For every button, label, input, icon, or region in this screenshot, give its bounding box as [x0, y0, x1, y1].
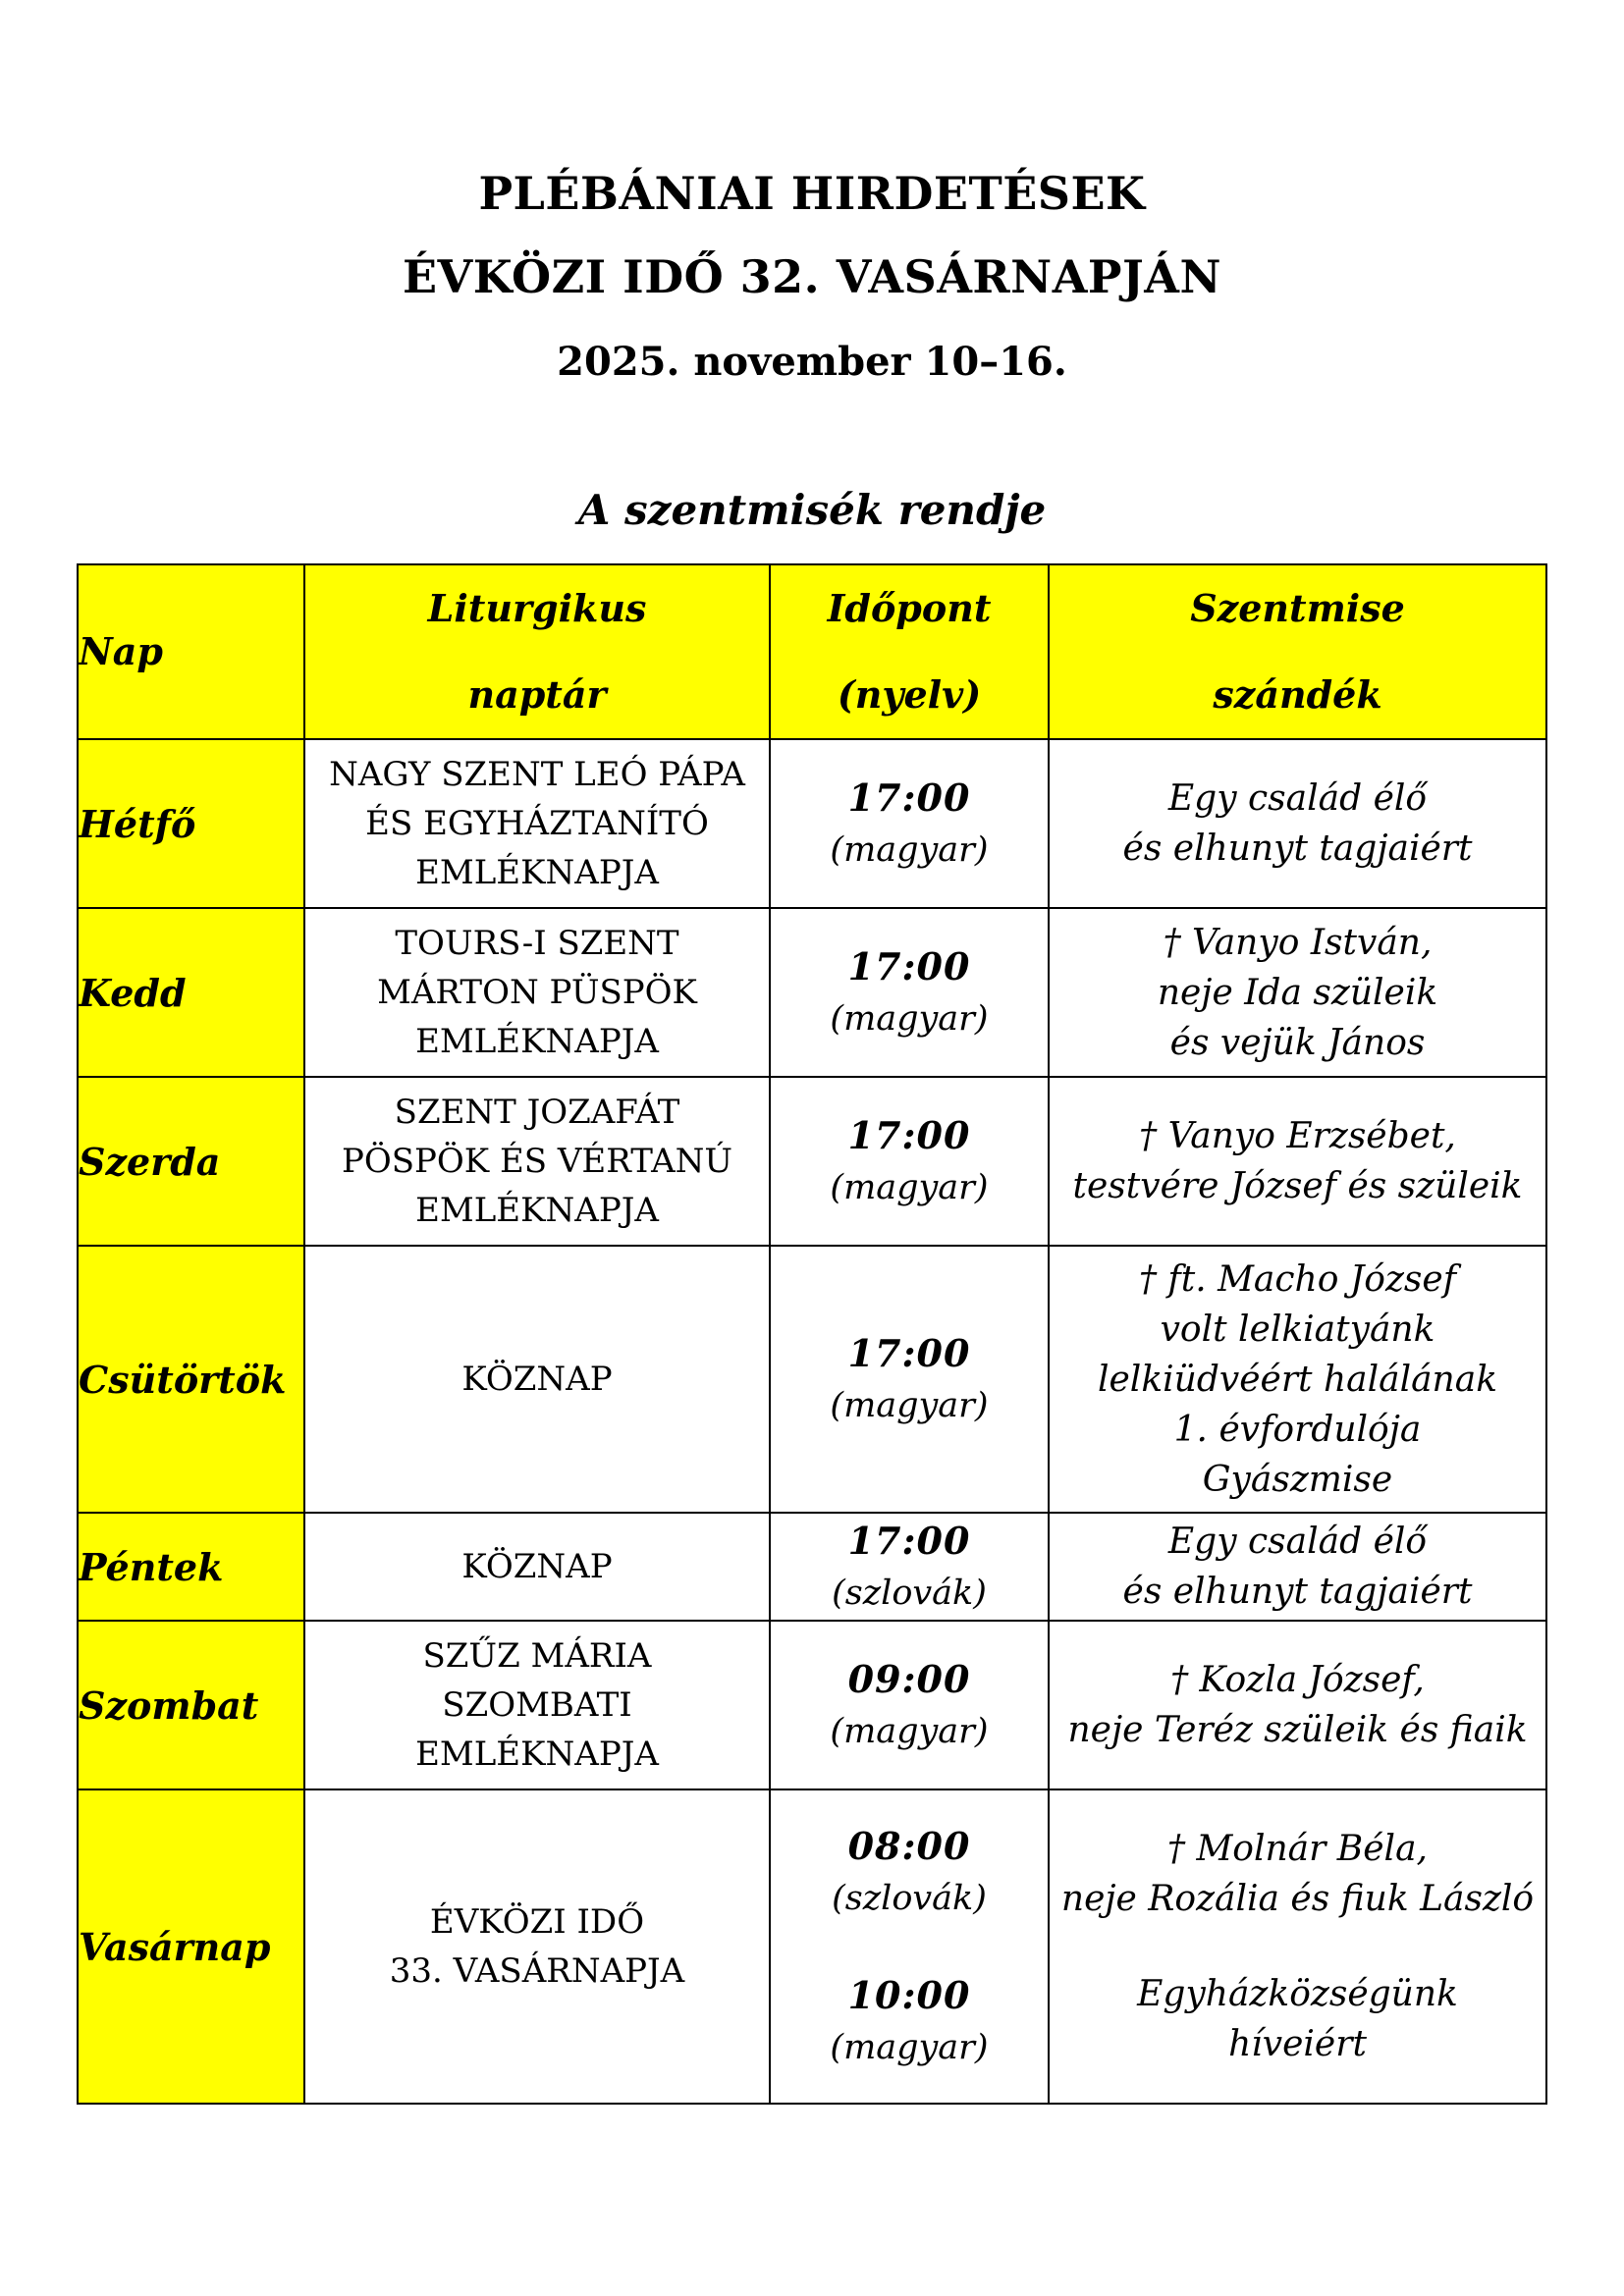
liturgical-line: EMLÉKNAPJA	[415, 1191, 659, 1230]
liturgical-day	[304, 1077, 770, 1246]
day-name: Szombat	[78, 1621, 304, 1789]
intention-line: Egy család élő	[1167, 1522, 1428, 1562]
liturgical-line: NAGY SZENT LEÓ PÁPA	[329, 755, 745, 794]
table-header-row	[78, 564, 1546, 739]
time-value: 17:00	[847, 1331, 971, 1375]
liturgical-line: SZOMBATI	[442, 1685, 632, 1725]
day-name: Vasárnap	[78, 1789, 304, 2104]
time-language: (magyar)	[830, 830, 989, 870]
table-row	[78, 1246, 1546, 1513]
intention-line: † ft. Macho József	[1138, 1258, 1457, 1300]
liturgical-line: ÉVKÖZI IDŐ	[429, 1902, 645, 1942]
liturgical-line: TOURS-I SZENT	[395, 924, 679, 963]
intention-line: és elhunyt tagjaiért	[1122, 1572, 1473, 1612]
time-language: (szlovák)	[832, 1879, 987, 1918]
time-language: (magyar)	[830, 1712, 989, 1751]
liturgical-day	[304, 739, 770, 908]
liturgical-day	[304, 908, 770, 1077]
liturgical-line: ÉS EGYHÁZTANÍTÓ	[365, 804, 709, 843]
table-row	[78, 1789, 1546, 2104]
time-language: (magyar)	[830, 1386, 989, 1425]
time-language: (magyar)	[830, 999, 989, 1039]
table-row	[78, 908, 1546, 1077]
header-nap: Nap	[78, 564, 304, 739]
title-line-2: ÉVKÖZI IDŐ 32. VASÁRNAPJÁN	[403, 250, 1221, 303]
time-language: (magyar)	[830, 1168, 989, 1207]
table-row	[78, 1077, 1546, 1246]
header-idopont-line: (nyelv)	[837, 672, 982, 717]
mass-time	[770, 1513, 1049, 1621]
time-value: 08:00	[847, 1824, 971, 1868]
mass-time	[770, 1621, 1049, 1789]
time-value: 17:00	[847, 1113, 971, 1157]
intention-line: volt lelkiatyánk	[1160, 1308, 1435, 1350]
mass-schedule-table	[77, 563, 1547, 2105]
day-name: Szerda	[78, 1077, 304, 1246]
mass-intention	[1049, 908, 1546, 1077]
time-value: 09:00	[847, 1657, 971, 1701]
header-liturgikus	[304, 564, 770, 739]
liturgical-line: EMLÉKNAPJA	[415, 1022, 659, 1061]
header-szandek	[1049, 564, 1546, 739]
schedule-subtitle: A szentmisék rendje	[577, 486, 1047, 534]
liturgical-line: 33. VASÁRNAPJA	[389, 1951, 685, 1991]
header-idopont-line: Időpont	[827, 586, 992, 630]
liturgical-day	[304, 1789, 770, 2104]
intention-line: és elhunyt tagjaiért	[1122, 828, 1473, 869]
time-value: 17:00	[847, 1519, 971, 1563]
day-name: Péntek	[78, 1513, 304, 1621]
day-name: Kedd	[78, 908, 304, 1077]
day-name: Hétfő	[78, 739, 304, 908]
intention-line: neje Rozália és fiuk László	[1060, 1879, 1535, 1919]
mass-time	[770, 1246, 1049, 1513]
intention-line: híveiért	[1228, 2024, 1367, 2064]
intention-line: † Vanyo István,	[1163, 922, 1433, 963]
header-liturgikus-line: Liturgikus	[427, 586, 647, 630]
time-value: 10:00	[847, 1973, 971, 2017]
intention-line: és vejük János	[1169, 1022, 1426, 1063]
mass-intention	[1049, 1789, 1546, 2104]
title-line-1: PLÉBÁNIAI HIRDETÉSEK	[478, 167, 1146, 220]
mass-intention	[1049, 739, 1546, 908]
liturgical-line: PÖSPÖK ÉS VÉRTANÚ	[341, 1142, 733, 1181]
mass-time	[770, 739, 1049, 908]
time-language: (szlovák)	[832, 1574, 987, 1613]
intention-line: lelkiüdvéért halálának	[1097, 1359, 1498, 1400]
mass-intention	[1049, 1621, 1546, 1789]
liturgical-day	[304, 1513, 770, 1621]
header-idopont	[770, 564, 1049, 739]
header-szandek-line: szándék	[1213, 672, 1382, 717]
liturgical-day	[304, 1621, 770, 1789]
mass-intention	[1049, 1513, 1546, 1621]
table-row	[78, 1621, 1546, 1789]
liturgical-line: KÖZNAP	[461, 1547, 613, 1586]
day-name: Csütörtök	[78, 1246, 304, 1513]
mass-intention	[1049, 1246, 1546, 1513]
header-liturgikus-line: naptár	[467, 672, 607, 717]
liturgical-line: SZENT JOZAFÁT	[394, 1093, 680, 1132]
intention-line: † Kozla József,	[1170, 1660, 1425, 1700]
intention-line: neje Ida szüleik	[1157, 972, 1438, 1013]
table-row	[78, 739, 1546, 908]
intention-line: † Molnár Béla,	[1167, 1829, 1428, 1869]
liturgical-line: EMLÉKNAPJA	[415, 1735, 659, 1774]
liturgical-day	[304, 1246, 770, 1513]
date-range: 2025. november 10–16.	[557, 339, 1067, 385]
liturgical-line: EMLÉKNAPJA	[415, 853, 659, 892]
intention-line: Egyházközségünk	[1137, 1974, 1458, 2014]
liturgical-line: MÁRTON PÜSPÖK	[377, 973, 697, 1012]
header-szandek-line: Szentmise	[1190, 586, 1405, 630]
liturgical-line: SZŰZ MÁRIA	[422, 1636, 652, 1676]
intention-line: 1. évfordulója	[1173, 1409, 1422, 1450]
intention-line: † Vanyo Erzsébet,	[1139, 1116, 1456, 1156]
liturgical-line: KÖZNAP	[461, 1360, 613, 1399]
mass-time	[770, 1789, 1049, 2104]
mass-intention	[1049, 1077, 1546, 1246]
mass-time	[770, 1077, 1049, 1246]
time-language: (magyar)	[830, 2028, 989, 2067]
table-row	[78, 1513, 1546, 1621]
mass-time	[770, 908, 1049, 1077]
intention-line: Egy család élő	[1167, 778, 1428, 819]
time-value: 17:00	[847, 775, 971, 820]
intention-line: testvére József és szüleik	[1072, 1166, 1523, 1206]
intention-line: Gyászmise	[1202, 1459, 1393, 1500]
intention-line: neje Teréz szüleik és fiaik	[1067, 1710, 1528, 1750]
time-value: 17:00	[847, 944, 971, 988]
